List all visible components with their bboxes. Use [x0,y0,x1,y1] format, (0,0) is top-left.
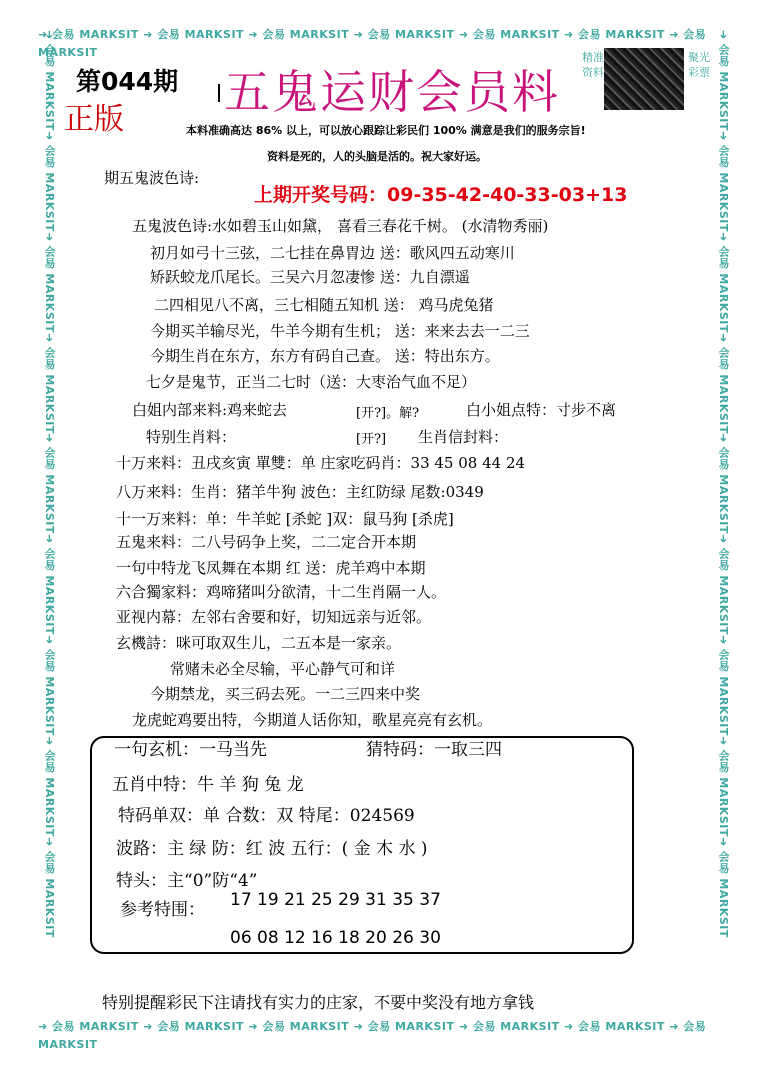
yiju-xuanji: 一句玄机：一马当先 [114,740,267,760]
watermark-border-right: ➜ 会易 MARKSIT ➜ 会易 MARKSIT ➜ 会易 MARKSIT ➜ 会易 MARKSIT ➜ 会易 MARKSIT ➜ 会易 MARKSIT ➜ 会易 MARKSIT ➜ 会易 MARKSIT ➜ 会易 MARKSIT [717,30,730,938]
shiyi-line: 十一万来料：单：牛羊蛇 [杀蛇 ]双：鼠马狗 [杀虎] [116,510,454,528]
poem-line-1: 五鬼波色诗:水如碧玉山如黛， 喜看三春花千树。 (水清物秀丽) [132,217,549,235]
poem-line-6: 今期生肖在东方，东方有码自己查。 送：特出东方。 [150,347,500,365]
watermark-border-bottom: ➜ 会易 MARKSIT ➜ 会易 MARKSIT ➜ 会易 MARKSIT ➜ 会易 MARKSIT ➜ 会易 MARKSIT ➜ 会易 MARKSIT ➜ 会易 MARKSIT [38,1020,707,1051]
bolu-line: 波路：主 绿 防：红 波 五行：( 金 木 水 ) [116,839,428,859]
jinqi-line: 今期禁龙，买三码去死。一二三四来中奖 [150,685,421,703]
cankao-row-2: 06 08 12 16 18 20 26 30 [230,928,441,948]
baixiaojie-line: 白小姐点特：寸步不离 [466,401,617,419]
last-draw-numbers: 上期开奖号码：09-35-42-40-33-03+13 [254,184,628,206]
watermark-border-top: ➜ 会易 MARKSIT ➜ 会易 MARKSIT ➜ 会易 MARKSIT ➜ 会易 MARKSIT ➜ 会易 MARKSIT ➜ 会易 MARKSIT ➜ 会易 MARKSIT [38,28,707,59]
baijie-line: 白姐内部来料:鸡来蛇去 [132,401,288,419]
poem-line-5: 今期买羊输尽光，牛羊今期有生机； 送：来来去去一二三 [150,322,530,340]
poem-line-7: 七夕是鬼节，正当二七时（送：大枣治气血不足） [146,373,477,391]
issue-number: 第044期 [76,67,179,96]
danshuang-line: 特码单双：单 合数：双 特尾：024569 [118,806,415,826]
xuanji-line-2: 常赌未必全尽输，平心静气可和详 [170,660,396,678]
notice-line-1: 本料准确高达 86% 以上，可以放心跟踪让彩民们 100% 满意是我们的服务宗旨! [186,124,586,137]
tebie-line: 特别生肖料： [146,428,237,446]
tetou-line: 特头：主“0”防“4” [116,871,258,891]
yiju-line: 一句中特龙飞凤舞在本期 红 送：虎羊鸡中本期 [116,559,426,577]
poem-line-3: 矫跃蛟龙爪尾长。三吴六月忽凄惨 送：九自漂遥 [150,268,470,286]
notice-line-2: 资料是死的，人的头脑是活的。祝大家好运。 [267,150,487,163]
open-question-2: [开?] [356,432,387,447]
poem-line-4: 二四相见八不离，三七相随五知机 送： 鸡马虎兔猪 [154,296,494,314]
poem-header: 期五鬼波色诗: [104,169,200,187]
shengxiao-xin-line: 生肖信封料： [418,428,509,446]
cankao-label: 参考特围： [120,900,205,920]
longhu-line: 龙虎蛇鸡要出特，今期道人话你知，歌星亮亮有玄机。 [132,711,493,729]
qr-side-label-right: 聚光彩票 [688,51,710,79]
cai-te: 猜特码：一取三四 [366,740,502,760]
cankao-row-1: 17 19 21 25 29 31 35 37 [230,890,441,910]
liuhe-line: 六合獨家料：鸡啼猪叫分欲清，十二生肖隔一人。 [116,583,447,601]
watermark-text: ➜ 会易 MARKSIT [38,28,139,41]
wugui-line: 五鬼来料：二八号码争上奖，二二定合开本期 [116,533,417,551]
wuxiao-zhongte: 五肖中特：牛 羊 狗 兔 龙 [112,775,304,795]
qr-code-image [604,48,684,110]
yashi-line: 亚视内幕：左邻右舍要和好，切知远亲与近邻。 [116,608,432,626]
xuanji-line: 玄機詩：咪可取双生儿，二五本是一家亲。 [116,634,402,652]
footer-warning: 特别提醒彩民下注请找有实力的庄家，不要中奖没有地方拿钱 [102,993,535,1012]
poem-line-2: 初月如弓十三弦，二七挂在鼻胃边 送：歌风四五动寒川 [150,244,515,262]
edition-label: 正版 [64,102,124,137]
watermark-border-left: ➜ 会易 MARKSIT ➜ 会易 MARKSIT ➜ 会易 MARKSIT ➜ 会易 MARKSIT ➜ 会易 MARKSIT ➜ 会易 MARKSIT ➜ 会易 MARKSIT ➜ 会易 MARKSIT ➜ 会易 MARKSIT [43,30,56,938]
shiwan-line: 十万来料：丑戌亥寅 單雙：单 庄家吃码肖：33 45 08 44 24 [116,454,526,472]
qr-side-label-left: 精准资料 [582,51,604,79]
bawan-line: 八万来料：生肖：猪羊牛狗 波色：主红防绿 尾数:0349 [116,483,484,501]
page-title: 五鬼运财会员料 [224,65,560,119]
title-divider [218,84,220,102]
open-question: [开?]。解? [356,406,420,421]
